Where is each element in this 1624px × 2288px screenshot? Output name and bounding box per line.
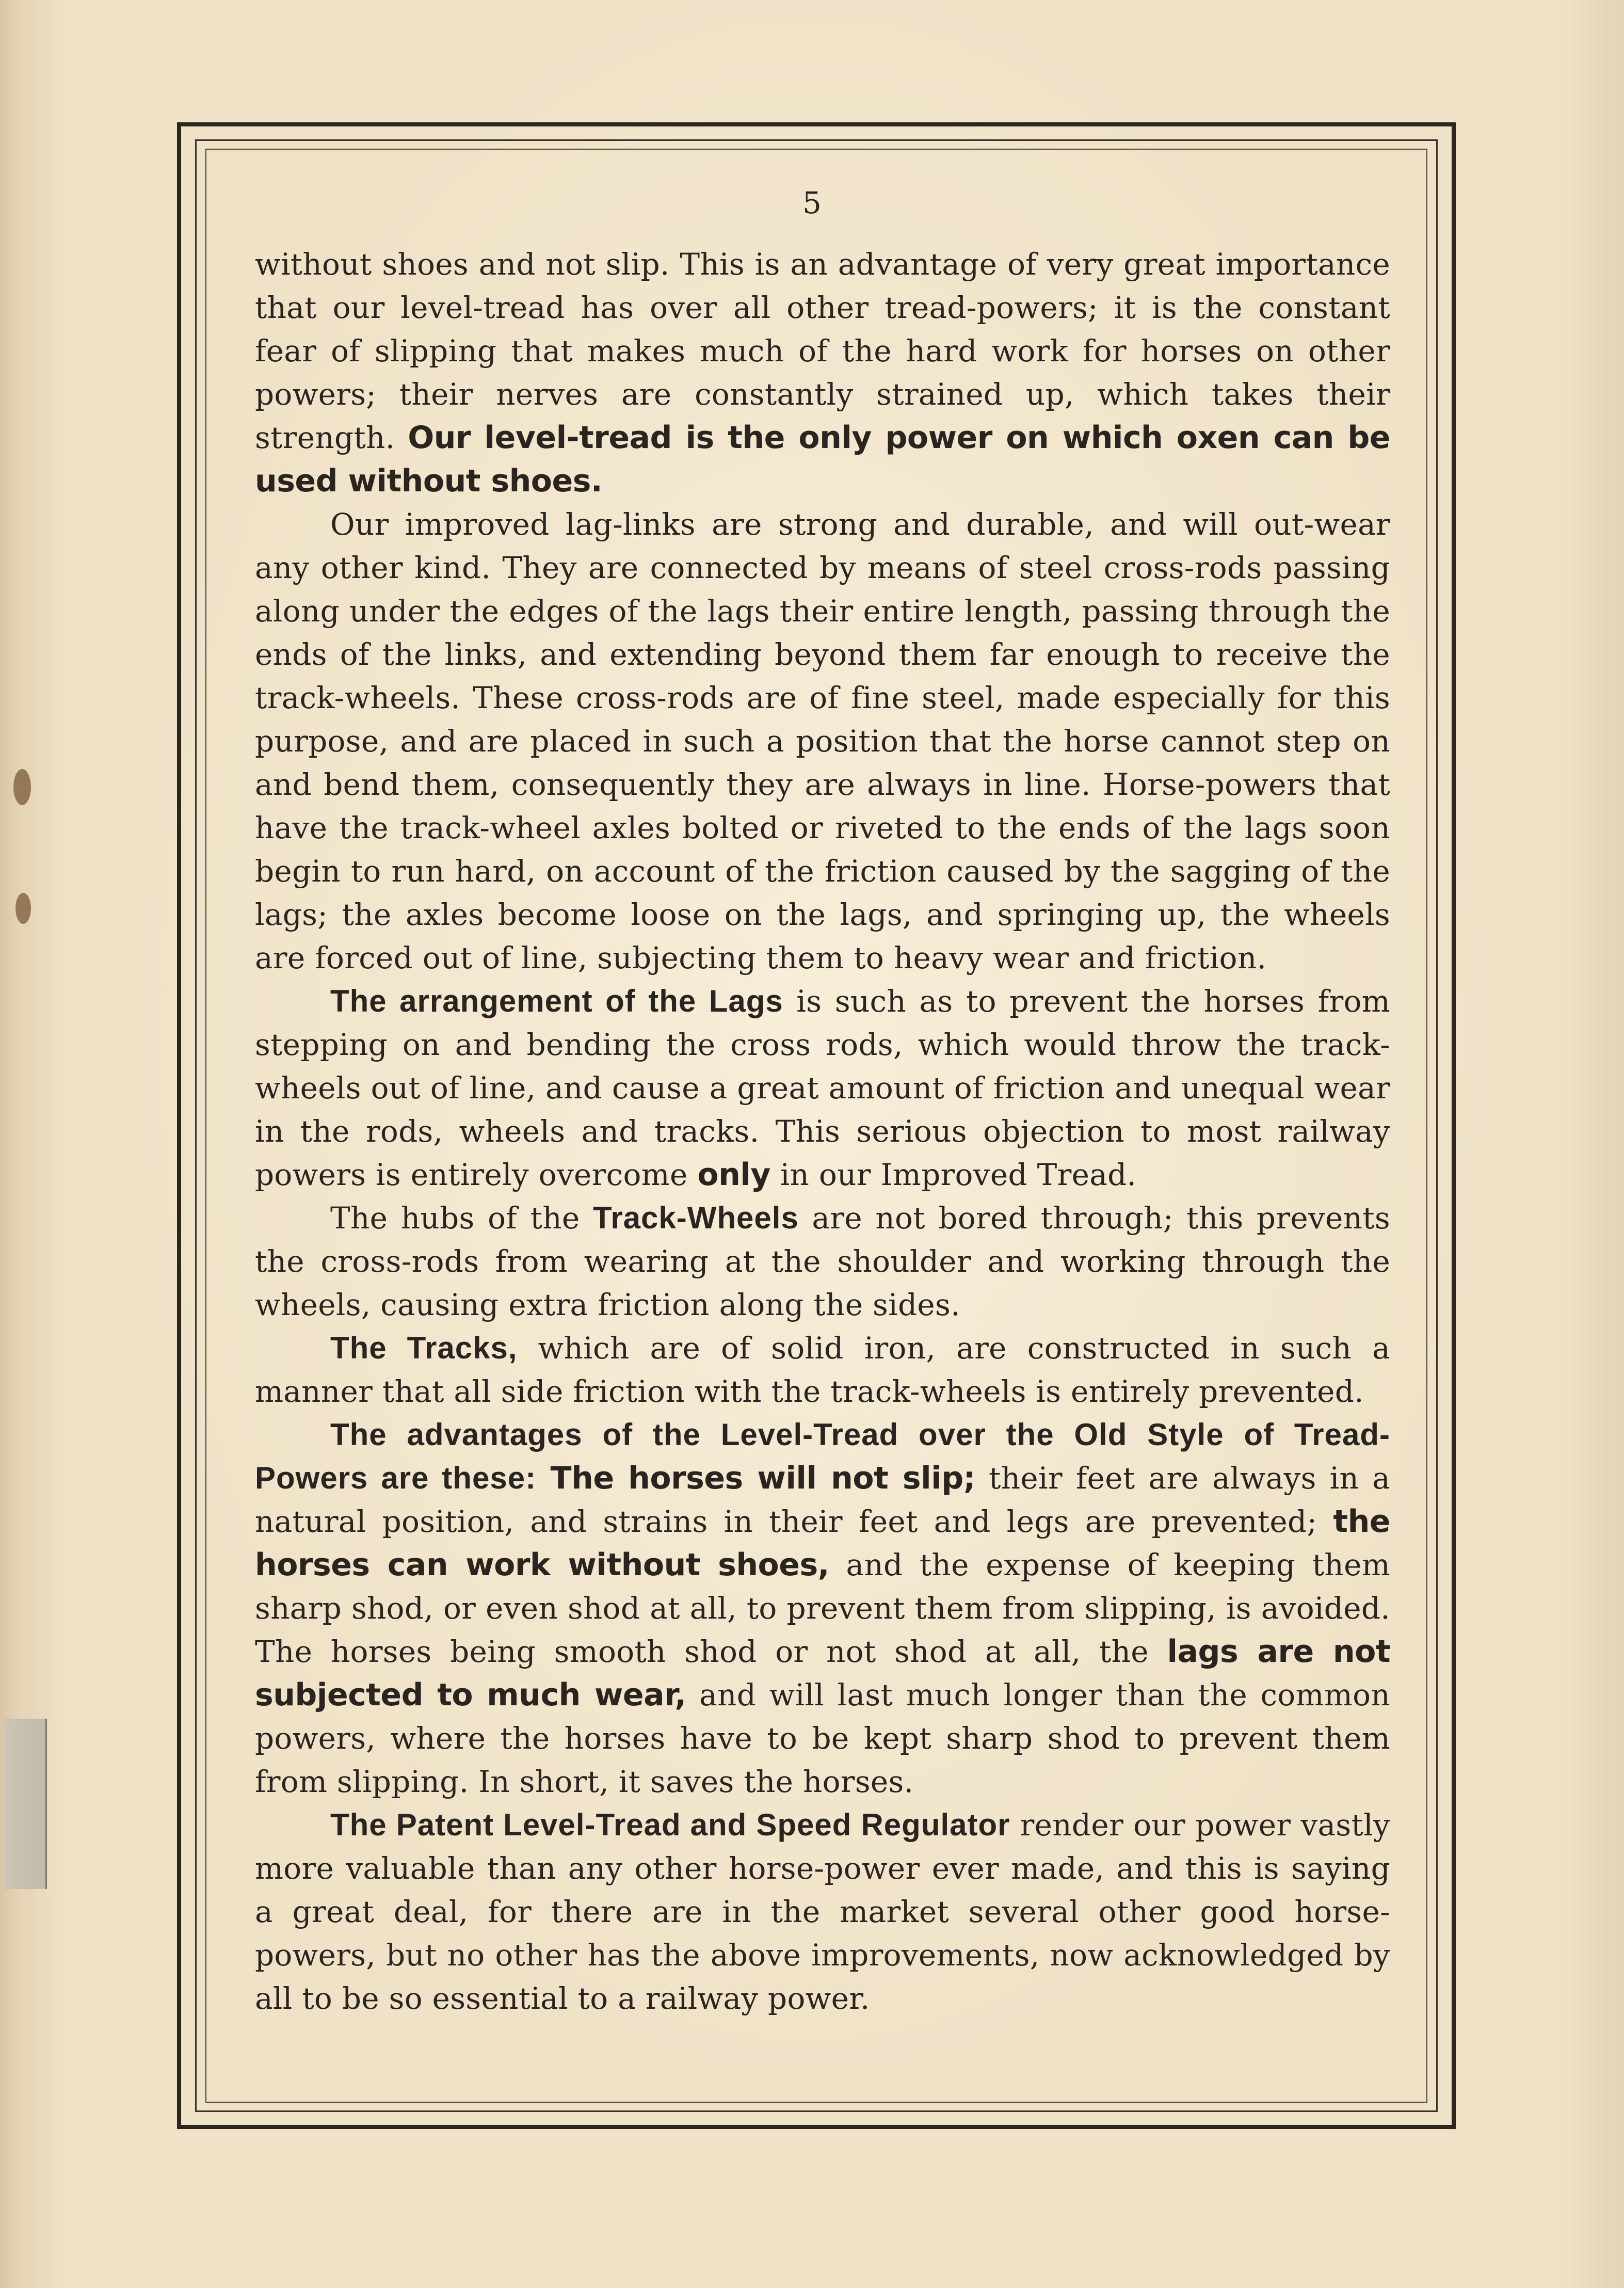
p6-text-2: and the expense of keeping them sharp shod, or even shod at all, to prevent them from slipping, is avoided. The horses being smooth shod or not shod at all, the xyxy=(255,1547,1390,1669)
p4-heading: Track-Wheels xyxy=(592,1201,799,1235)
p4-text-2: are not bored through; this prevents the cross-rods from wearing at the shoulder and working through the wheels, causing extra friction along the sides. xyxy=(255,1201,1390,1322)
paragraph-3 xyxy=(255,980,1390,1196)
p6-heading: The advantages of the Level-Tread over the Old Style of Tread-Powers are these: xyxy=(255,1417,1390,1495)
left-edge-stain-2 xyxy=(15,893,31,924)
p3-emphasis: only xyxy=(697,1157,770,1193)
p2-text: Our improved lag-links are strong and durable, and will out-wear any other kind. They are connected by means of steel cross-rods passing along under the edges of the lags their entire length, passing through the ends of the links, and extending beyond them far enough to receive the track-wheels. These cross-rods are of fine steel, made especially for this purpose, and are placed in such a position that the horse cannot step on and bend them, consequently they are always in line. Horse-powers that have the track-wheel axles bolted or riveted to the ends of the lags soon begin to run hard, on account of the friction caused by the sagging of the lags; the axles become loose on the lags, and springing up, the wheels are forced out of line, subjecting them to heavy wear and friction. xyxy=(255,507,1390,975)
p3-heading: The arrangement of the Lags xyxy=(330,984,783,1018)
paragraph-6 xyxy=(255,1413,1390,1803)
p7-text: render our power vastly more valuable than any other horse-power ever made, and this is saying a great deal, for there are in the market several other good horse-powers, but no other has the above improvements, now acknowledged by all to be so essential to a railway power. xyxy=(255,1807,1390,2016)
page-binding-edge xyxy=(0,0,36,2288)
p6-emphasis-3: lags are not subjected to much wear, xyxy=(255,1634,1390,1713)
paragraph-4 xyxy=(255,1196,1390,1326)
binding-tab xyxy=(4,1719,47,1889)
paragraph-1 xyxy=(255,243,1390,503)
p6-emphasis-1: The horses will not slip; xyxy=(536,1460,976,1496)
p7-heading: The Patent Level-Tread and Speed Regulator xyxy=(330,1807,1010,1842)
p3-text-2: in our Improved Tread. xyxy=(770,1157,1137,1192)
p6-emphasis-2: the horses can work without shoes, xyxy=(255,1503,1390,1583)
page-number: 5 xyxy=(802,185,822,220)
p6-text-1: their feet are always in a natural position, and strains in their feet and legs are prevented; xyxy=(255,1461,1390,1539)
left-edge-stain-1 xyxy=(13,769,31,805)
p4-text-1: The hubs of the xyxy=(330,1201,593,1236)
p1-text: without shoes and not slip. This is an advantage of very great importance that our level-tread has over all other tread-powers; it is the constant fear of slipping that makes much of the hard work for horses on other powers; their nerves are constantly strained up, which takes their strength. xyxy=(255,247,1390,455)
paragraph-5 xyxy=(255,1326,1390,1413)
paragraph-7 xyxy=(255,1803,1390,2020)
p5-heading: The Tracks, xyxy=(330,1331,518,1365)
p1-emphasis: Our level-tread is the only power on which oxen can be used without shoes. xyxy=(255,420,1390,499)
p6-text-3: and will last much longer than the common powers, where the horses have to be kept sharp shod to prevent them from slipping. In short, it saves the horses. xyxy=(255,1677,1390,1799)
paragraph-2 xyxy=(255,503,1390,980)
p3-text-1: is such as to prevent the horses from stepping on and bending the cross rods, which would throw the track-wheels out of line, and cause a great amount of friction and unequal wear in the rods, wheels and tracks. This serious objection to most railway powers is entirely overcome xyxy=(255,984,1390,1192)
body-text xyxy=(255,243,1390,2020)
p5-text: which are of solid iron, are constructed in such a manner that all side friction with the track-wheels is entirely prevented. xyxy=(255,1331,1390,1409)
